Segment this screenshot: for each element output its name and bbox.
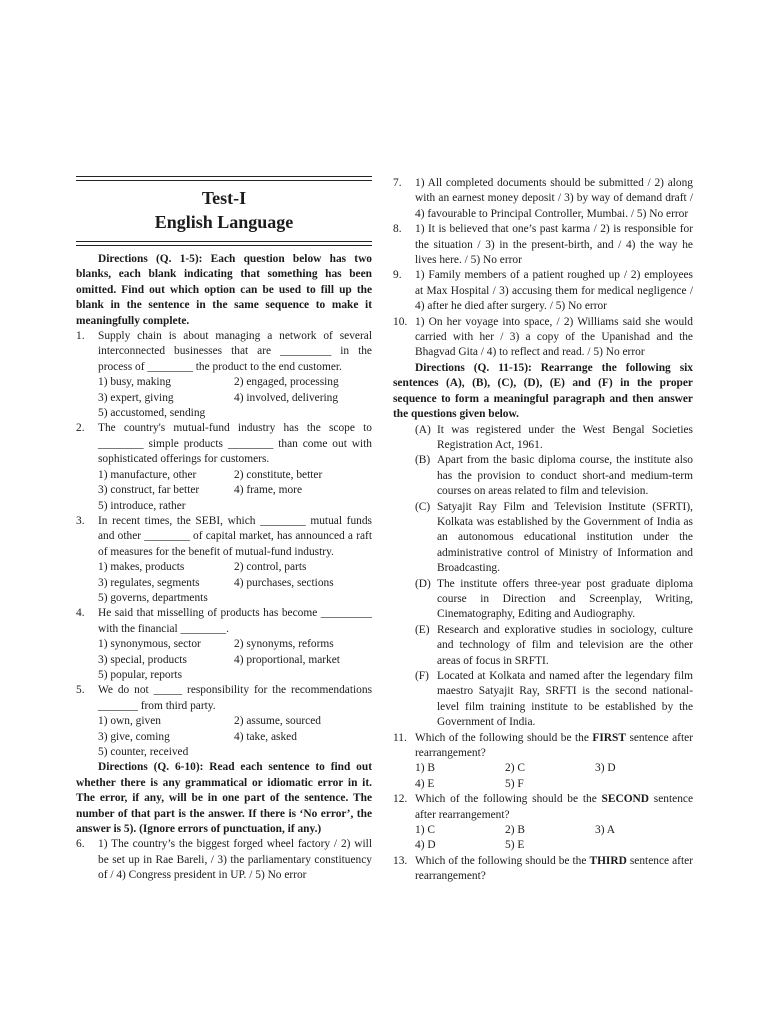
question-number: 12. <box>393 793 408 806</box>
question-text: In recent times, the SEBI, which ________ mutual funds and other ________ of capital market, has announced a raft of measures for the benefit of mutual-fund industry. <box>98 514 372 558</box>
option: 2) B <box>505 824 525 837</box>
option: 4) E <box>415 777 435 790</box>
question-12 <box>393 792 693 823</box>
option-grid <box>98 375 372 421</box>
question-number: 2. <box>76 422 85 435</box>
sentence-label: (E) <box>415 623 430 636</box>
option: 5) popular, reports <box>98 668 182 681</box>
option: 4) proportional, market <box>234 653 340 666</box>
option-grid <box>98 637 372 683</box>
option: 3) A <box>595 824 615 837</box>
subject-title: English Language <box>154 212 294 232</box>
question-prefix: Which of the following should be the <box>415 731 593 744</box>
question-4 <box>76 606 372 637</box>
option: 3) special, products <box>98 653 187 666</box>
option-grid <box>98 560 372 606</box>
sentence-label: (D) <box>415 577 431 590</box>
option: 2) assume, sourced <box>234 715 321 728</box>
question-13 <box>393 854 693 885</box>
sentence-label: (C) <box>415 500 431 513</box>
question-number: 6. <box>76 838 85 851</box>
question-11 <box>393 731 693 762</box>
sentence-text: The institute offers three-year post graduate diploma course in Direction and Screenplay, Writing, Cinematography, Editing and Audiography. <box>437 577 693 621</box>
question-keyword: THIRD <box>589 854 627 867</box>
sentence-label: (F) <box>415 670 429 682</box>
option-grid <box>98 468 372 514</box>
option: 4) take, asked <box>234 730 297 743</box>
option: 3) construct, far better <box>98 484 200 497</box>
question-block-11-13 <box>393 731 693 885</box>
option-grid <box>415 823 693 854</box>
question-text: The country's mutual-fund industry has the scope to ________ simple products ________ than come out with sophisticated offerings for customers. <box>98 422 372 466</box>
directions-q1-5: Directions (Q. 1-5): Each question below has two blanks, each blank indicating that something has been omitted. Find out which option can be used to fill up the blank in the sentence in the same sequence to make it meaningfully complete. <box>76 253 372 327</box>
question-text: We do not _____ responsibility for the recommendations _______ from third party. <box>98 684 372 712</box>
sentence-text: Apart from the basic diploma course, the institute also has the provision to conduct short-and medium-term courses on areas related to film and television. <box>437 454 693 498</box>
question-6 <box>76 837 372 883</box>
option: 1) C <box>415 824 435 837</box>
option: 5) counter, received <box>98 746 189 758</box>
sentence-item <box>415 423 693 454</box>
question-text: He said that misselling of products has become _________ with the financial ________. <box>98 607 372 635</box>
question-block-1-5 <box>76 329 372 760</box>
option: 4) involved, delivering <box>234 391 339 404</box>
question-text: 1) It is believed that one’s past karma / 2) is responsible for the situation / 3) in the present-birth, and / 4) the way he lives here. / 5) No error <box>415 223 693 267</box>
question-suffix: sentence after rearrangement? <box>415 854 693 883</box>
question-number: 13. <box>393 854 408 867</box>
question-10 <box>393 315 693 361</box>
test-title: Test-I <box>201 188 247 208</box>
sentence-label: (B) <box>415 454 431 467</box>
question-number: 4. <box>76 607 85 620</box>
question-prefix: Which of the following should be the <box>415 793 602 806</box>
sentence-text: It was registered under the West Bengal Societies Registration Act, 1961. <box>437 423 693 451</box>
question-2 <box>76 421 372 467</box>
question-3 <box>76 514 372 560</box>
option: 4) frame, more <box>234 484 302 497</box>
option-grid <box>98 714 372 760</box>
question-text <box>415 854 693 885</box>
sentence-item <box>415 623 693 669</box>
question-text: 1) All completed documents should be submitted / 2) along with an earnest money deposit / 3) by way of demand draft / 4) favourable to Principal Controller, Mumbai. / 5) No error <box>415 177 693 220</box>
option: 3) expert, giving <box>98 391 174 404</box>
question-suffix: sentence after rearrangement? <box>415 793 693 821</box>
title-rule-bottom <box>76 241 372 246</box>
question-text <box>415 792 693 823</box>
sentence-text: Located at Kolkata and named after the legendary film maestro Satyajit Ray, SRFTI is the second national-level film training institute to be established by the Government of India. <box>437 670 693 729</box>
sentence-item <box>415 500 693 577</box>
question-text: 1) On her voyage into space, / 2) Williams said she would carried with her / 3) a copy of the Upanishad and the Bhagvad Gita / 4) to reflect and read. / 5) No error <box>415 315 693 359</box>
question-7 <box>393 176 693 222</box>
question-9 <box>393 268 693 314</box>
option: 5) E <box>505 839 525 852</box>
option: 5) F <box>505 777 524 790</box>
sentence-list <box>393 423 693 731</box>
option: 1) B <box>415 762 435 775</box>
option: 4) purchases, sections <box>234 576 334 589</box>
option: 1) makes, products <box>98 561 185 574</box>
option: 5) governs, departments <box>98 591 208 604</box>
question-number: 9. <box>393 269 402 282</box>
option: 5) accustomed, sending <box>98 407 206 420</box>
question-number: 8. <box>393 223 402 236</box>
question-text: 1) The country’s the biggest forged wheel factory / 2) will be set up in Rae Bareli, / 3) the parliamentary constituency of / 4) Congress president in UP. / 5) No error <box>98 838 372 882</box>
sentence-item <box>415 577 693 623</box>
question-number: 3. <box>76 514 85 527</box>
option: 3) regulates, segments <box>98 576 200 589</box>
question-number: 5. <box>76 684 85 697</box>
option-grid <box>415 761 693 792</box>
question-block-7-10 <box>393 176 693 361</box>
right-column <box>393 176 693 885</box>
question-number: 1. <box>76 330 85 343</box>
sentence-text: Satyajit Ray Film and Television Institute (SFRTI), Kolkata was established by the Government of India as an autonomous educational institution under the administrative control of Ministry of Information and Broadcasting. <box>437 500 693 575</box>
question-text: 1) Family members of a patient roughed up / 2) employees at Max Hospital / 3) accusing them for medical negligence / 4) after he died after surgery. / 5) No error <box>415 269 693 313</box>
sentence-label: (A) <box>415 423 431 436</box>
directions-q11-15: Directions (Q. 11-15): Rearrange the following six sentences (A), (B), (C), (D), (E) and (F) in the proper sequence to form a meaningful paragraph and then answer the questions given below. <box>393 361 693 421</box>
option: 4) D <box>415 839 436 852</box>
question-8 <box>393 222 693 268</box>
left-column <box>76 176 372 884</box>
option: 2) control, parts <box>234 561 307 574</box>
question-number: 11. <box>393 731 407 744</box>
question-keyword: SECOND <box>601 793 650 806</box>
question-text: Supply chain is about managing a network of several interconnected businesses that are _________ in the process of ________ the product to the end customer. <box>98 330 372 373</box>
question-prefix: Which of the following should be the <box>415 854 590 867</box>
option: 2) C <box>505 762 525 775</box>
question-number: 7. <box>393 177 402 189</box>
option: 2) constitute, better <box>234 468 323 481</box>
option: 3) give, coming <box>98 730 170 743</box>
option: 3) D <box>595 762 616 775</box>
option: 1) synonymous, sector <box>98 638 201 651</box>
sentence-item <box>415 453 693 499</box>
directions-q6-10: Directions (Q. 6-10): Read each sentence to find out whether there is any grammatical or idiomatic error in it. The error, if any, will be in one part of the sentence. The number of that part is the answer. If there is ‘No error’, the answer is 5). (Ignore errors of punctuation, if any.) <box>76 761 372 836</box>
option: 5) introduce, rather <box>98 499 186 512</box>
question-1 <box>76 329 372 375</box>
option: 1) own, given <box>98 715 161 728</box>
question-number: 10. <box>393 315 408 328</box>
question-suffix: sentence after rearrangement? <box>415 731 693 760</box>
title-rule-top <box>76 176 372 181</box>
question-5 <box>76 683 372 714</box>
question-text <box>415 731 693 762</box>
question-keyword: FIRST <box>592 731 626 744</box>
option: 2) synonyms, reforms <box>234 638 334 651</box>
sentence-text: Research and explorative studies in sociology, culture and technology of film and television are the other areas of focus in SRFTI. <box>437 623 693 667</box>
option: 1) manufacture, other <box>98 468 197 481</box>
sentence-item <box>415 669 693 731</box>
option: 2) engaged, processing <box>234 376 339 389</box>
option: 1) busy, making <box>98 376 171 389</box>
